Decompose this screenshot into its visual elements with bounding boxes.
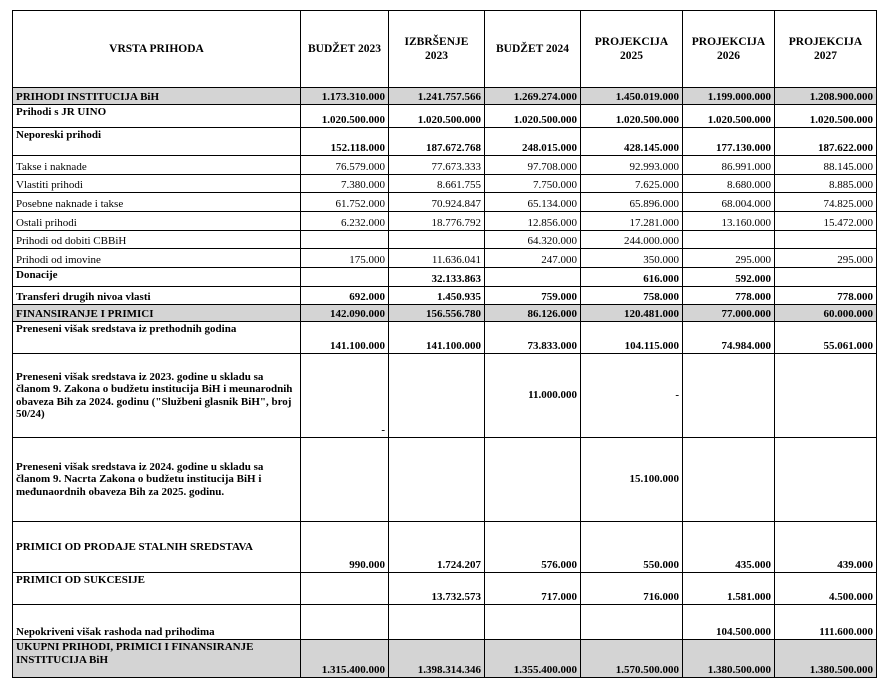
cell-value: 1.269.274.000 (485, 88, 581, 105)
row-label: Prihodi od dobiti CBBiH (13, 231, 301, 249)
table-row (13, 605, 877, 640)
col-header-projection-2026: PROJEKCIJA 2026 (683, 11, 775, 88)
cell-value: 247.000 (485, 249, 581, 268)
table-row (13, 354, 877, 438)
row-label: Ostali prihodi (13, 212, 301, 231)
row-label: Donacije (13, 268, 301, 287)
cell-value (389, 605, 485, 640)
cell-value: 86.126.000 (485, 305, 581, 322)
cell-value: 65.896.000 (581, 193, 683, 212)
cell-value: 7.380.000 (301, 175, 389, 193)
row-label: PRIMICI OD PRODAJE STALNIH SREDSTAVA (13, 522, 301, 573)
cell-value: - (581, 354, 683, 438)
col-header-type: VRSTA PRIHODA (13, 11, 301, 88)
cell-value: 716.000 (581, 573, 683, 605)
cell-value: - (301, 354, 389, 438)
cell-value: 65.134.000 (485, 193, 581, 212)
col-header-budget-2023: BUDŽET 2023 (301, 11, 389, 88)
cell-value: 97.708.000 (485, 156, 581, 175)
cell-value: 104.500.000 (683, 605, 775, 640)
cell-value: 187.672.768 (389, 128, 485, 156)
cell-value: 92.993.000 (581, 156, 683, 175)
cell-value: 61.752.000 (301, 193, 389, 212)
cell-value: 177.130.000 (683, 128, 775, 156)
cell-value: 439.000 (775, 522, 877, 573)
cell-value: 13.732.573 (389, 573, 485, 605)
cell-value (683, 438, 775, 522)
cell-value: 1.020.500.000 (301, 105, 389, 128)
cell-value (389, 231, 485, 249)
table-row (13, 640, 877, 678)
cell-value (301, 605, 389, 640)
cell-value: 717.000 (485, 573, 581, 605)
header-row (13, 11, 877, 88)
row-label: Posebne naknade i takse (13, 193, 301, 212)
cell-value: 86.991.000 (683, 156, 775, 175)
cell-value: 1.355.400.000 (485, 640, 581, 678)
cell-value: 778.000 (775, 287, 877, 305)
col-header-projection-2027: PROJEKCIJA 2027 (775, 11, 877, 88)
table-row (13, 522, 877, 573)
table-row (13, 193, 877, 212)
cell-value: 8.661.755 (389, 175, 485, 193)
cell-value: 111.600.000 (775, 605, 877, 640)
row-label: Neporeski prihodi (13, 128, 301, 156)
cell-value: 141.100.000 (301, 322, 389, 354)
table-row (13, 175, 877, 193)
cell-value: 350.000 (581, 249, 683, 268)
table-row (13, 322, 877, 354)
cell-value: 55.061.000 (775, 322, 877, 354)
cell-value: 6.232.000 (301, 212, 389, 231)
cell-value: 88.145.000 (775, 156, 877, 175)
table-row (13, 249, 877, 268)
table-row (13, 212, 877, 231)
cell-value (775, 438, 877, 522)
cell-value (485, 605, 581, 640)
cell-value (775, 354, 877, 438)
cell-value: 156.556.780 (389, 305, 485, 322)
cell-value: 64.320.000 (485, 231, 581, 249)
cell-value: 77.673.333 (389, 156, 485, 175)
cell-value: 77.000.000 (683, 305, 775, 322)
row-label: Vlastiti prihodi (13, 175, 301, 193)
cell-value: 1.020.500.000 (683, 105, 775, 128)
cell-value: 1.380.500.000 (683, 640, 775, 678)
cell-value (389, 438, 485, 522)
cell-value: 15.472.000 (775, 212, 877, 231)
cell-value: 74.825.000 (775, 193, 877, 212)
cell-value: 60.000.000 (775, 305, 877, 322)
cell-value: 12.856.000 (485, 212, 581, 231)
cell-value: 244.000.000 (581, 231, 683, 249)
cell-value: 295.000 (775, 249, 877, 268)
cell-value: 759.000 (485, 287, 581, 305)
cell-value: 1.398.314.346 (389, 640, 485, 678)
cell-value (581, 605, 683, 640)
cell-value: 1.380.500.000 (775, 640, 877, 678)
col-header-budget-2024: BUDŽET 2024 (485, 11, 581, 88)
row-label: Nepokriveni višak rashoda nad prihodima (13, 605, 301, 640)
revenue-table (12, 10, 877, 678)
row-label: Preneseni višak sredstava iz 2024. godine u skladu sa članom 9. Nacrta Zakona o budžetu institucija BiH i međunaordnih obaveza Bih za 2025. godinu. (13, 438, 301, 522)
row-label: UKUPNI PRIHODI, PRIMICI I FINANSIRANJE INSTITUCIJA BiH (13, 640, 301, 678)
cell-value: 1.020.500.000 (581, 105, 683, 128)
cell-value: 1.208.900.000 (775, 88, 877, 105)
row-label: PRIMICI OD SUKCESIJE (13, 573, 301, 605)
cell-value: 17.281.000 (581, 212, 683, 231)
cell-value: 8.680.000 (683, 175, 775, 193)
row-label: FINANSIRANJE I PRIMICI (13, 305, 301, 322)
cell-value: 1.020.500.000 (775, 105, 877, 128)
cell-value (485, 438, 581, 522)
cell-value (775, 231, 877, 249)
cell-value: 1.450.935 (389, 287, 485, 305)
cell-value: 295.000 (683, 249, 775, 268)
cell-value: 1.199.000.000 (683, 88, 775, 105)
cell-value: 616.000 (581, 268, 683, 287)
cell-value (683, 231, 775, 249)
cell-value: 1.020.500.000 (389, 105, 485, 128)
cell-value: 11.000.000 (485, 354, 581, 438)
cell-value: 1.241.757.566 (389, 88, 485, 105)
table-row (13, 105, 877, 128)
table-row (13, 573, 877, 605)
cell-value: 758.000 (581, 287, 683, 305)
cell-value: 435.000 (683, 522, 775, 573)
cell-value: 18.776.792 (389, 212, 485, 231)
cell-value: 1.724.207 (389, 522, 485, 573)
cell-value: 4.500.000 (775, 573, 877, 605)
cell-value: 13.160.000 (683, 212, 775, 231)
col-header-execution-2023: IZBRŠENJE 2023 (389, 11, 485, 88)
cell-value (389, 354, 485, 438)
cell-value (485, 268, 581, 287)
cell-value: 152.118.000 (301, 128, 389, 156)
row-label: PRIHODI INSTITUCIJA BiH (13, 88, 301, 105)
row-label: Preneseni višak sredstava iz 2023. godine u skladu sa članom 9. Zakona o budžetu institucija BiH i meunarodnih obaveza Bih za 2024. godinu ("Službeni glasnik BiH", broj 50/24) (13, 354, 301, 438)
cell-value (301, 231, 389, 249)
cell-value: 76.579.000 (301, 156, 389, 175)
cell-value: 11.636.041 (389, 249, 485, 268)
budget-sheet (12, 10, 877, 678)
cell-value: 104.115.000 (581, 322, 683, 354)
row-label: Prihodi s JR UINO (13, 105, 301, 128)
cell-value: 32.133.863 (389, 268, 485, 287)
table-row (13, 305, 877, 322)
cell-value (301, 268, 389, 287)
table-row (13, 268, 877, 287)
cell-value (301, 573, 389, 605)
cell-value: 70.924.847 (389, 193, 485, 212)
cell-value: 74.984.000 (683, 322, 775, 354)
cell-value: 15.100.000 (581, 438, 683, 522)
col-header-projection-2025: PROJEKCIJA 2025 (581, 11, 683, 88)
cell-value: 692.000 (301, 287, 389, 305)
table-row (13, 88, 877, 105)
table-row (13, 438, 877, 522)
cell-value: 576.000 (485, 522, 581, 573)
cell-value: 1.450.019.000 (581, 88, 683, 105)
cell-value (683, 354, 775, 438)
cell-value: 778.000 (683, 287, 775, 305)
cell-value: 68.004.000 (683, 193, 775, 212)
cell-value: 187.622.000 (775, 128, 877, 156)
cell-value (301, 438, 389, 522)
cell-value: 141.100.000 (389, 322, 485, 354)
row-label: Preneseni višak sredstava iz prethodnih godina (13, 322, 301, 354)
cell-value: 1.315.400.000 (301, 640, 389, 678)
cell-value: 142.090.000 (301, 305, 389, 322)
cell-value: 248.015.000 (485, 128, 581, 156)
cell-value: 1.570.500.000 (581, 640, 683, 678)
cell-value: 1.173.310.000 (301, 88, 389, 105)
cell-value: 550.000 (581, 522, 683, 573)
cell-value (775, 268, 877, 287)
table-row (13, 128, 877, 156)
cell-value: 1.581.000 (683, 573, 775, 605)
row-label: Prihodi od imovine (13, 249, 301, 268)
table-row (13, 156, 877, 175)
cell-value: 428.145.000 (581, 128, 683, 156)
cell-value: 7.750.000 (485, 175, 581, 193)
table-row (13, 231, 877, 249)
cell-value: 175.000 (301, 249, 389, 268)
cell-value: 990.000 (301, 522, 389, 573)
row-label: Takse i naknade (13, 156, 301, 175)
cell-value: 7.625.000 (581, 175, 683, 193)
cell-value: 8.885.000 (775, 175, 877, 193)
table-row (13, 287, 877, 305)
cell-value: 592.000 (683, 268, 775, 287)
cell-value: 1.020.500.000 (485, 105, 581, 128)
row-label: Transferi drugih nivoa vlasti (13, 287, 301, 305)
cell-value: 73.833.000 (485, 322, 581, 354)
cell-value: 120.481.000 (581, 305, 683, 322)
